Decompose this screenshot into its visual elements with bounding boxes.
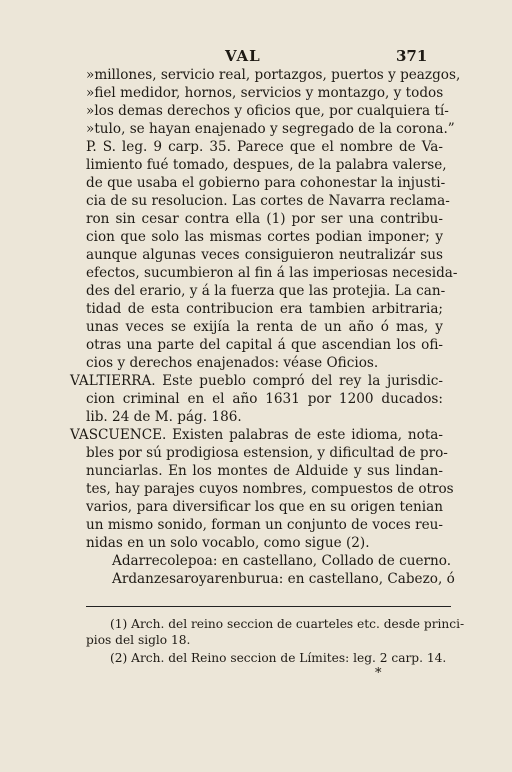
body-line: efectos, sucumbieron al fin á las imperiosas necesida-	[86, 265, 458, 281]
footnote-2: (2) Arch. del Reino seccion de Límites: leg. 2 carp. 14.	[110, 651, 447, 665]
body-line: bles por sú prodigiosa estension, y dificultad de pro-	[86, 445, 448, 461]
footnote-rule	[86, 606, 451, 607]
body-line: »fiel medidor, hornos, servicios y montazgo, y todos	[86, 85, 444, 101]
body-line: »los demas derechos y oficios que, por cualquiera tí-	[86, 103, 449, 119]
body-line: nidas en un solo vocablo, como sigue (2).	[86, 535, 370, 551]
body-line: lib. 24 de M. pág. 186.	[86, 409, 242, 425]
body-line: otras una parte del capital á que ascendian los ofi-	[86, 337, 443, 353]
body-line: cion criminal en el año 1631 por 1200 ducados:	[86, 391, 443, 407]
body-line: des del erario, y á la fuerza que las protejia. La can-	[86, 283, 446, 299]
body-line: aunque algunas veces consiguieron neutralizár sus	[86, 247, 443, 263]
body-line: ron sin cesar contra ella (1) por ser una contribu-	[86, 211, 443, 227]
body-line: Adarrecolepoa: en castellano, Collado de cuerno.	[112, 553, 452, 569]
body-line: un mismo sonido, forman un conjunto de voces reu-	[86, 517, 443, 533]
body-line: »tulo, se hayan enajenado y segregado de la corona.”	[86, 121, 455, 137]
page-number: 371	[396, 47, 428, 65]
body-line: unas veces se exijía la renta de un año ó mas, y	[86, 319, 443, 335]
body-line: nunciarlas. En los montes de Alduide y sus lindan-	[86, 463, 443, 479]
body-line: cios y derechos enajenados: véase Oficios.	[86, 355, 379, 371]
body-line: de que usaba el gobierno para cohonestar la injusti-	[86, 175, 446, 191]
footnote-1-continued: pios del siglo 18.	[86, 633, 191, 647]
body-line: cion que solo las mismas cortes podian imponer; y	[86, 229, 443, 245]
body-line: limiento fué tomado, despues, de la palabra valerse,	[86, 157, 447, 173]
body-line: tes, hay parajes cuyos nombres, compuestos de otros	[86, 481, 454, 497]
entry-line: VALTIERRA. Este pueblo compró del rey la jurisdic-	[70, 373, 443, 389]
body-line: tidad de esta contribucion era tambien arbitraria;	[86, 301, 443, 317]
signature-mark: *	[375, 666, 382, 681]
running-head: VAL	[225, 47, 261, 65]
footnote-1: (1) Arch. del reino seccion de cuarteles etc. desde princi-	[110, 617, 465, 631]
body-line: »millones, servicio real, portazgos, puertos y peazgos,	[86, 67, 461, 83]
body-line: P. S. leg. 9 carp. 35. Parece que el nombre de Va-	[86, 139, 443, 155]
body-line: cia de su resolucion. Las cortes de Navarra reclama-	[86, 193, 450, 209]
entry-line: VASCUENCE. Existen palabras de este idioma, nota-	[70, 427, 443, 443]
body-line: varios, para diversificar los que en su origen tenian	[86, 499, 443, 515]
body-line: Ardanzesaroyarenburua: en castellano, Cabezo, ó	[112, 571, 455, 587]
